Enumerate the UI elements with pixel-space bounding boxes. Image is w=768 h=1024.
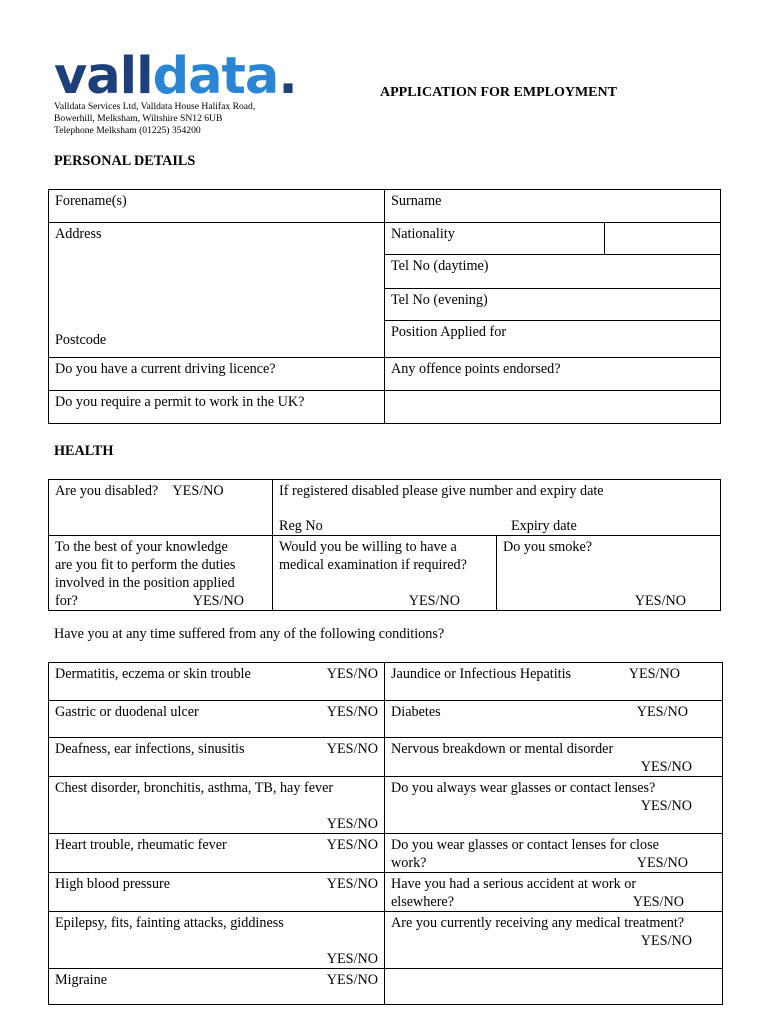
condition-row[interactable]: Do you wear glasses or contact lenses for close work? YES/NO <box>385 834 723 873</box>
health-table <box>48 479 721 611</box>
nationality-value[interactable] <box>605 223 721 255</box>
work-permit-answer[interactable] <box>385 391 721 424</box>
condition-row[interactable]: Heart trouble, rheumatic fever YES/NO <box>49 834 385 873</box>
condition-row[interactable]: Are you currently receiving any medical treatment? YES/NO <box>385 912 723 969</box>
disabled-field[interactable]: Are you disabled? YES/NO <box>49 480 273 536</box>
personal-details-table <box>48 189 721 424</box>
conditions-question: Have you at any time suffered from any of the following conditions? <box>54 626 445 642</box>
condition-row[interactable]: Dermatitis, eczema or skin trouble YES/NO <box>49 663 385 701</box>
smoke-yes-no: YES/NO <box>634 593 687 609</box>
condition-row-empty[interactable] <box>385 969 723 1005</box>
condition-row[interactable]: Jaundice or Infectious Hepatitis YES/NO <box>385 663 723 701</box>
postcode-label: Postcode <box>55 332 107 348</box>
tel-daytime-field[interactable]: Tel No (daytime) <box>385 255 721 289</box>
driving-licence-field[interactable]: Do you have a current driving licence? <box>49 358 385 391</box>
disabled-yes-no: YES/NO <box>172 483 224 499</box>
valldata-logo: valldata. <box>54 47 297 106</box>
condition-row[interactable]: Epilepsy, fits, fainting attacks, giddiness YES/NO <box>49 912 385 969</box>
condition-row[interactable]: Deafness, ear infections, sinusitis YES/NO <box>49 738 385 777</box>
work-permit-field[interactable]: Do you require a permit to work in the UK? <box>49 391 385 424</box>
registered-disabled-field[interactable]: If registered disabled please give number and expiry date Reg No Expiry date <box>273 480 721 536</box>
conditions-table <box>48 662 723 1005</box>
company-line: Telephone Melksham (01225) 354200 <box>54 125 201 136</box>
condition-row[interactable]: Have you had a serious accident at work or elsewhere? YES/NO <box>385 873 723 912</box>
tel-evening-field[interactable]: Tel No (evening) <box>385 289 721 321</box>
personal-details-heading: PERSONAL DETAILS <box>54 153 196 169</box>
expiry-date-label: Expiry date <box>511 518 577 534</box>
condition-row[interactable]: Diabetes YES/NO <box>385 701 723 738</box>
company-line: Bowerhill, Melksham, Wiltshire SN12 6UB <box>54 113 223 124</box>
fit-for-duties-field[interactable]: To the best of your knowledge are you fit to perform the duties involved in the position applied for? YES/NO <box>49 536 273 611</box>
company-line: Valldata Services Ltd, Valldata House Halifax Road, <box>54 101 256 112</box>
nationality-field[interactable]: Nationality <box>385 223 605 255</box>
condition-row[interactable]: Do you always wear glasses or contact lenses? YES/NO <box>385 777 723 834</box>
smoke-field[interactable]: Do you smoke? YES/NO <box>497 536 721 611</box>
health-heading: HEALTH <box>54 443 114 459</box>
forename-field[interactable]: Forename(s) <box>49 190 385 223</box>
fit-yes-no: YES/NO <box>192 593 244 609</box>
condition-row[interactable]: Nervous breakdown or mental disorder YES/NO <box>385 738 723 777</box>
document-title: APPLICATION FOR EMPLOYMENT <box>380 85 617 100</box>
condition-row[interactable]: Chest disorder, bronchitis, asthma, TB, hay fever YES/NO <box>49 777 385 834</box>
condition-row[interactable]: High blood pressure YES/NO <box>49 873 385 912</box>
condition-row[interactable]: Gastric or duodenal ulcer YES/NO <box>49 701 385 738</box>
position-applied-field[interactable]: Position Applied for <box>385 321 721 358</box>
medical-yes-no: YES/NO <box>408 593 460 609</box>
reg-no-label: Reg No <box>279 518 323 534</box>
address-field[interactable]: Address Postcode <box>49 223 385 358</box>
surname-field[interactable]: Surname <box>385 190 721 223</box>
company-address <box>54 101 255 137</box>
offence-points-field[interactable]: Any offence points endorsed? <box>385 358 721 391</box>
medical-exam-field[interactable]: Would you be willing to have a medical examination if required? YES/NO <box>273 536 497 611</box>
condition-row[interactable]: Migraine YES/NO <box>49 969 385 1005</box>
